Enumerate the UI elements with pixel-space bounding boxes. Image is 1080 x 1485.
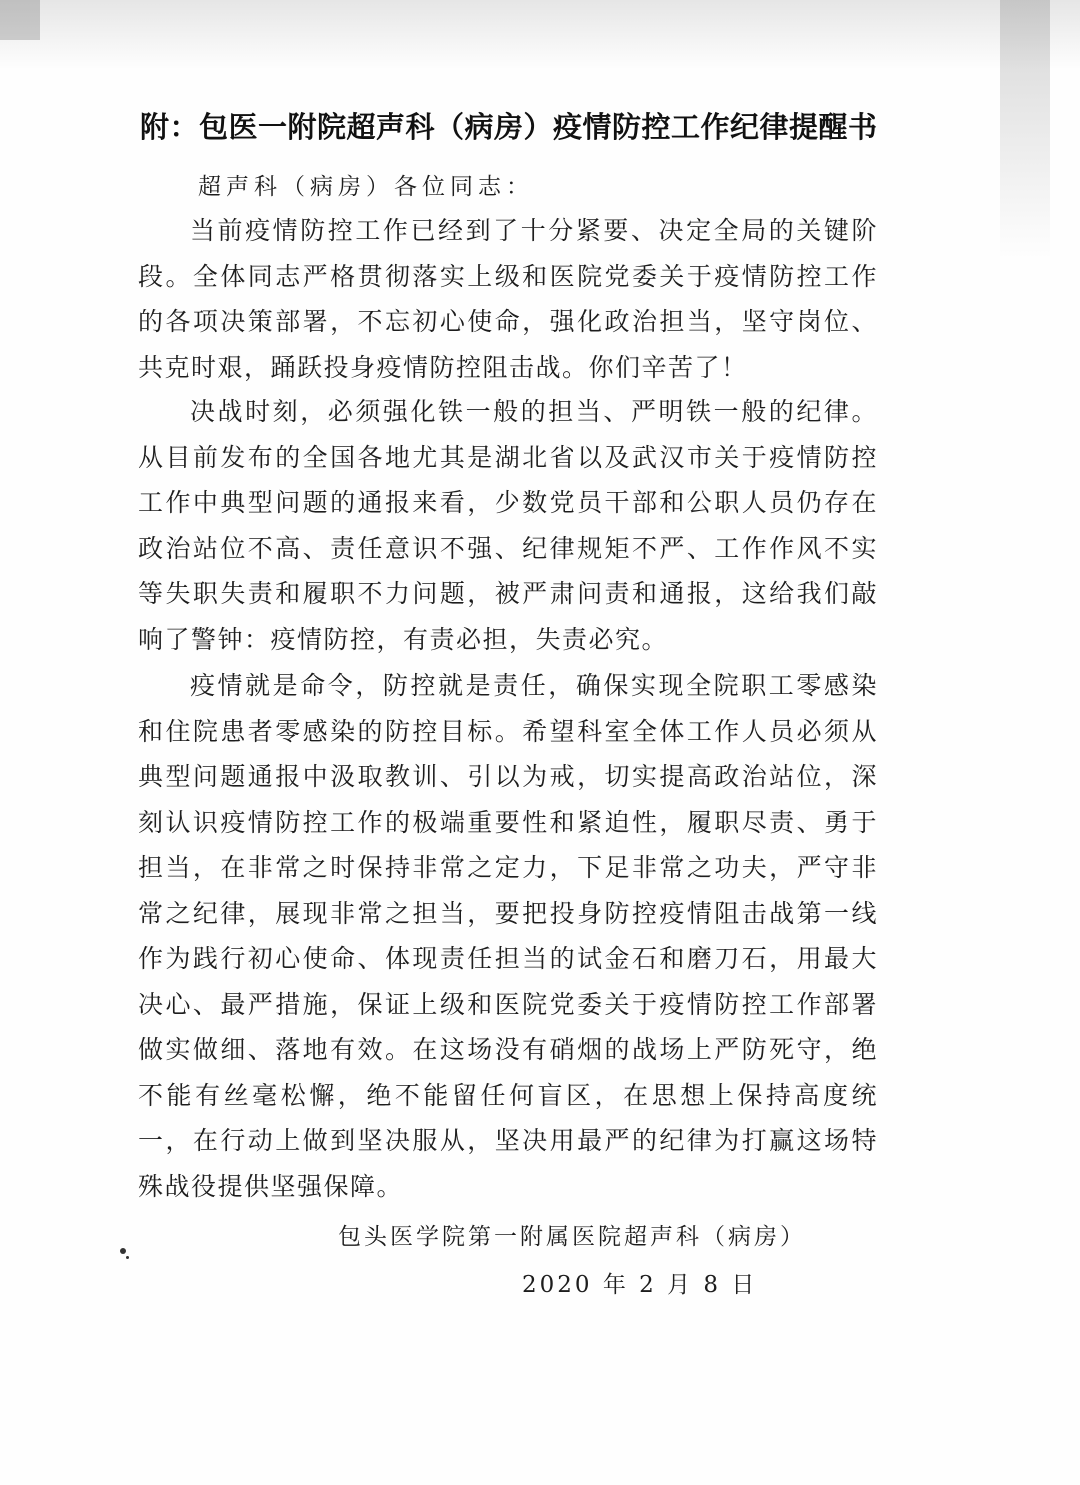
- scan-speck: [126, 1256, 129, 1259]
- scan-speck: [120, 1248, 126, 1254]
- scan-shadow-right: [1000, 0, 1050, 260]
- scan-corner-mark: [0, 0, 40, 40]
- scan-shadow-top: [0, 0, 1080, 70]
- paragraph-2: 决战时刻，必须强化铁一般的担当、严明铁一般的纪律。从目前发布的全国各地尤其是湖北省以及武汉市关于疫情防控工作中典型问题的通报来看，少数党员干部和公职人员仍存在政治站位不高、责任意识不强、纪律规矩不严、工作作风不实等失职失责和履职不力问题，被严肃问责和通报，这给我们敲响了警钟：疫情防控，有责必担，失责必究。: [138, 397, 878, 654]
- signature-date: 2020 年 2 月 8 日: [522, 1272, 758, 1298]
- salutation: 超声科（病房）各位同志：: [198, 174, 534, 200]
- paragraph-1: 当前疫情防控工作已经到了十分紧要、决定全局的关键阶段。全体同志严格贯彻落实上级和医院党委关于疫情防控工作的各项决策部署，不忘初心使命，强化政治担当，坚守岗位、共克时艰，踊跃投身疫情防控阻击战。你们辛苦了！: [138, 216, 878, 382]
- document-title: 附：包医一附院超声科（病房）疫情防控工作纪律提醒书: [140, 110, 878, 144]
- signature-organization: 包头医学院第一附属医院超声科（病房）: [338, 1224, 806, 1250]
- paragraph-3: 疫情就是命令，防控就是责任，确保实现全院职工零感染和住院患者零感染的防控目标。希望科室全体工作人员必须从典型问题通报中汲取教训、引以为戒，切实提高政治站位，深刻认识疫情防控工作的极端重要性和紧迫性，履职尽责、勇于担当，在非常之时保持非常之定力，下足非常之功夫，严守非常之纪律，展现非常之担当，要把投身防控疫情阻击战第一线作为践行初心使命、体现责任担当的试金石和磨刀石，用最大决心、最严措施，保证上级和医院党委关于疫情防控工作部署做实做细、落地有效。在这场没有硝烟的战场上严防死守，绝不能有丝毫松懈，绝不能留任何盲区，在思想上保持高度统一，在行动上做到坚决服从，坚决用最严的纪律为打赢这场特殊战役提供坚强保障。: [138, 671, 878, 1201]
